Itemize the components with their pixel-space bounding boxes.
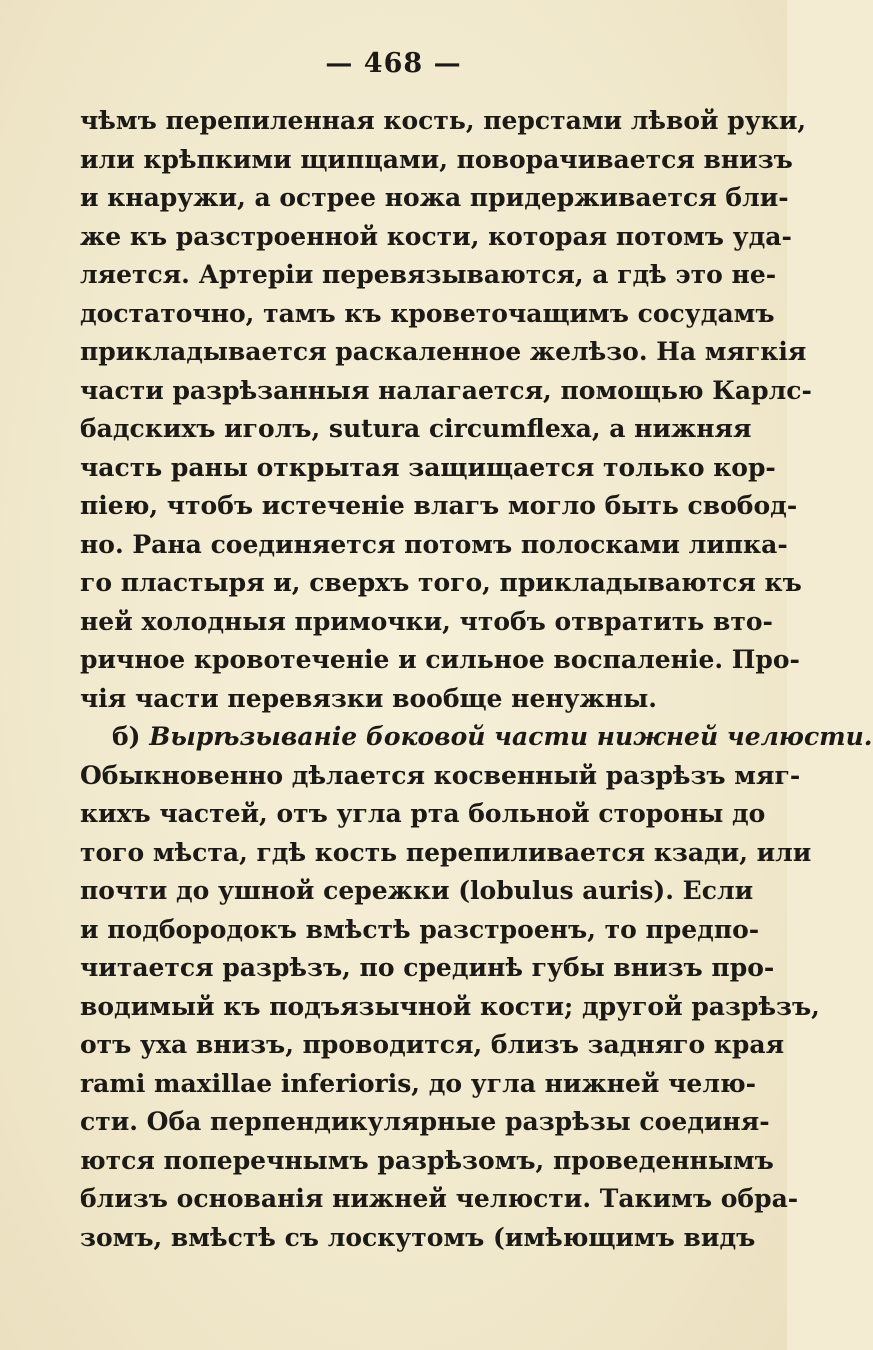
text-line: ляется. Артеріи перевязываются, а гдѣ это не-: [80, 260, 777, 289]
section-heading-prefix: б): [112, 722, 150, 751]
text-line: почти до ушной сережки (lobulus auris). Если: [80, 876, 754, 905]
paragraph-2: [80, 718, 873, 1257]
text-line: кихъ частей, отъ угла рта больной стороны до: [80, 799, 766, 828]
section-heading-title: Вырѣзываніе боковой части нижней челюсти.: [149, 722, 873, 751]
text-line: части разрѣзанныя налагается, помощью Карлс-: [80, 375, 812, 405]
text-line: го пластыря и, сверхъ того, прикладываются къ: [80, 568, 802, 597]
text-line: же къ разстроенной кости, которая потомъ уда-: [80, 221, 792, 251]
text-line: ней холодныя примочки, чтобъ отвратить вто-: [80, 606, 773, 636]
text-line: отъ уха внизъ, проводится, близъ задняго края: [80, 1030, 785, 1059]
text-line: зомъ, вмѣстѣ съ лоскутомъ (имѣющимъ видъ: [80, 1222, 756, 1252]
text-line: читается разрѣзъ, по срединѣ губы внизъ про-: [80, 953, 775, 982]
text-line: водимый къ подъязычной кости; другой разрѣзъ,: [80, 991, 820, 1021]
text-line: прикладывается раскаленное желѣзо. На мягкія: [80, 337, 807, 366]
section-heading: [80, 718, 873, 757]
text-line: rami maxillae inferioris, до угла нижней челю-: [80, 1068, 756, 1098]
text-line: но. Рана соединяется потомъ полосками липка-: [80, 529, 788, 559]
paragraph-1: [80, 102, 812, 718]
text-line: часть раны открытая защищается только кор-: [80, 452, 776, 482]
text-line: бадскихъ иголъ, sutura circumflexa, а нижняя: [80, 414, 752, 443]
text-line: ричное кровотеченіе и сильное воспаленіе. Про-: [80, 645, 800, 674]
text-line: Обыкновенно дѣлается косвенный разрѣзъ мяг-: [80, 760, 801, 790]
page-number: — 468 —: [325, 48, 462, 79]
text-body: [80, 102, 873, 1257]
text-line: и подбородокъ вмѣстѣ разстроенъ, то предпо-: [80, 914, 760, 944]
text-line: и кнаружи, а острее ножа придерживается бли-: [80, 183, 789, 212]
text-line: того мѣста, гдѣ кость перепиливается кзади, или: [80, 837, 812, 867]
text-line: сти. Оба перпендикулярные разрѣзы соединя-: [80, 1107, 770, 1136]
text-line: чія части перевязки вообще ненужны.: [80, 683, 657, 713]
text-line: чѣмъ перепиленная кость, перстами лѣвой руки,: [80, 106, 807, 135]
text-line: ются поперечнымъ разрѣзомъ, проведеннымъ: [80, 1145, 774, 1175]
text-line: піею, чтобъ истеченіе влагъ могло быть свобод-: [80, 491, 798, 520]
text-line: близъ основанія нижней челюсти. Такимъ обра-: [80, 1184, 799, 1213]
text-line: или крѣпкими щипцами, поворачивается внизъ: [80, 144, 793, 174]
text-line: достаточно, тамъ къ кроветочащимъ сосудамъ: [80, 298, 775, 328]
